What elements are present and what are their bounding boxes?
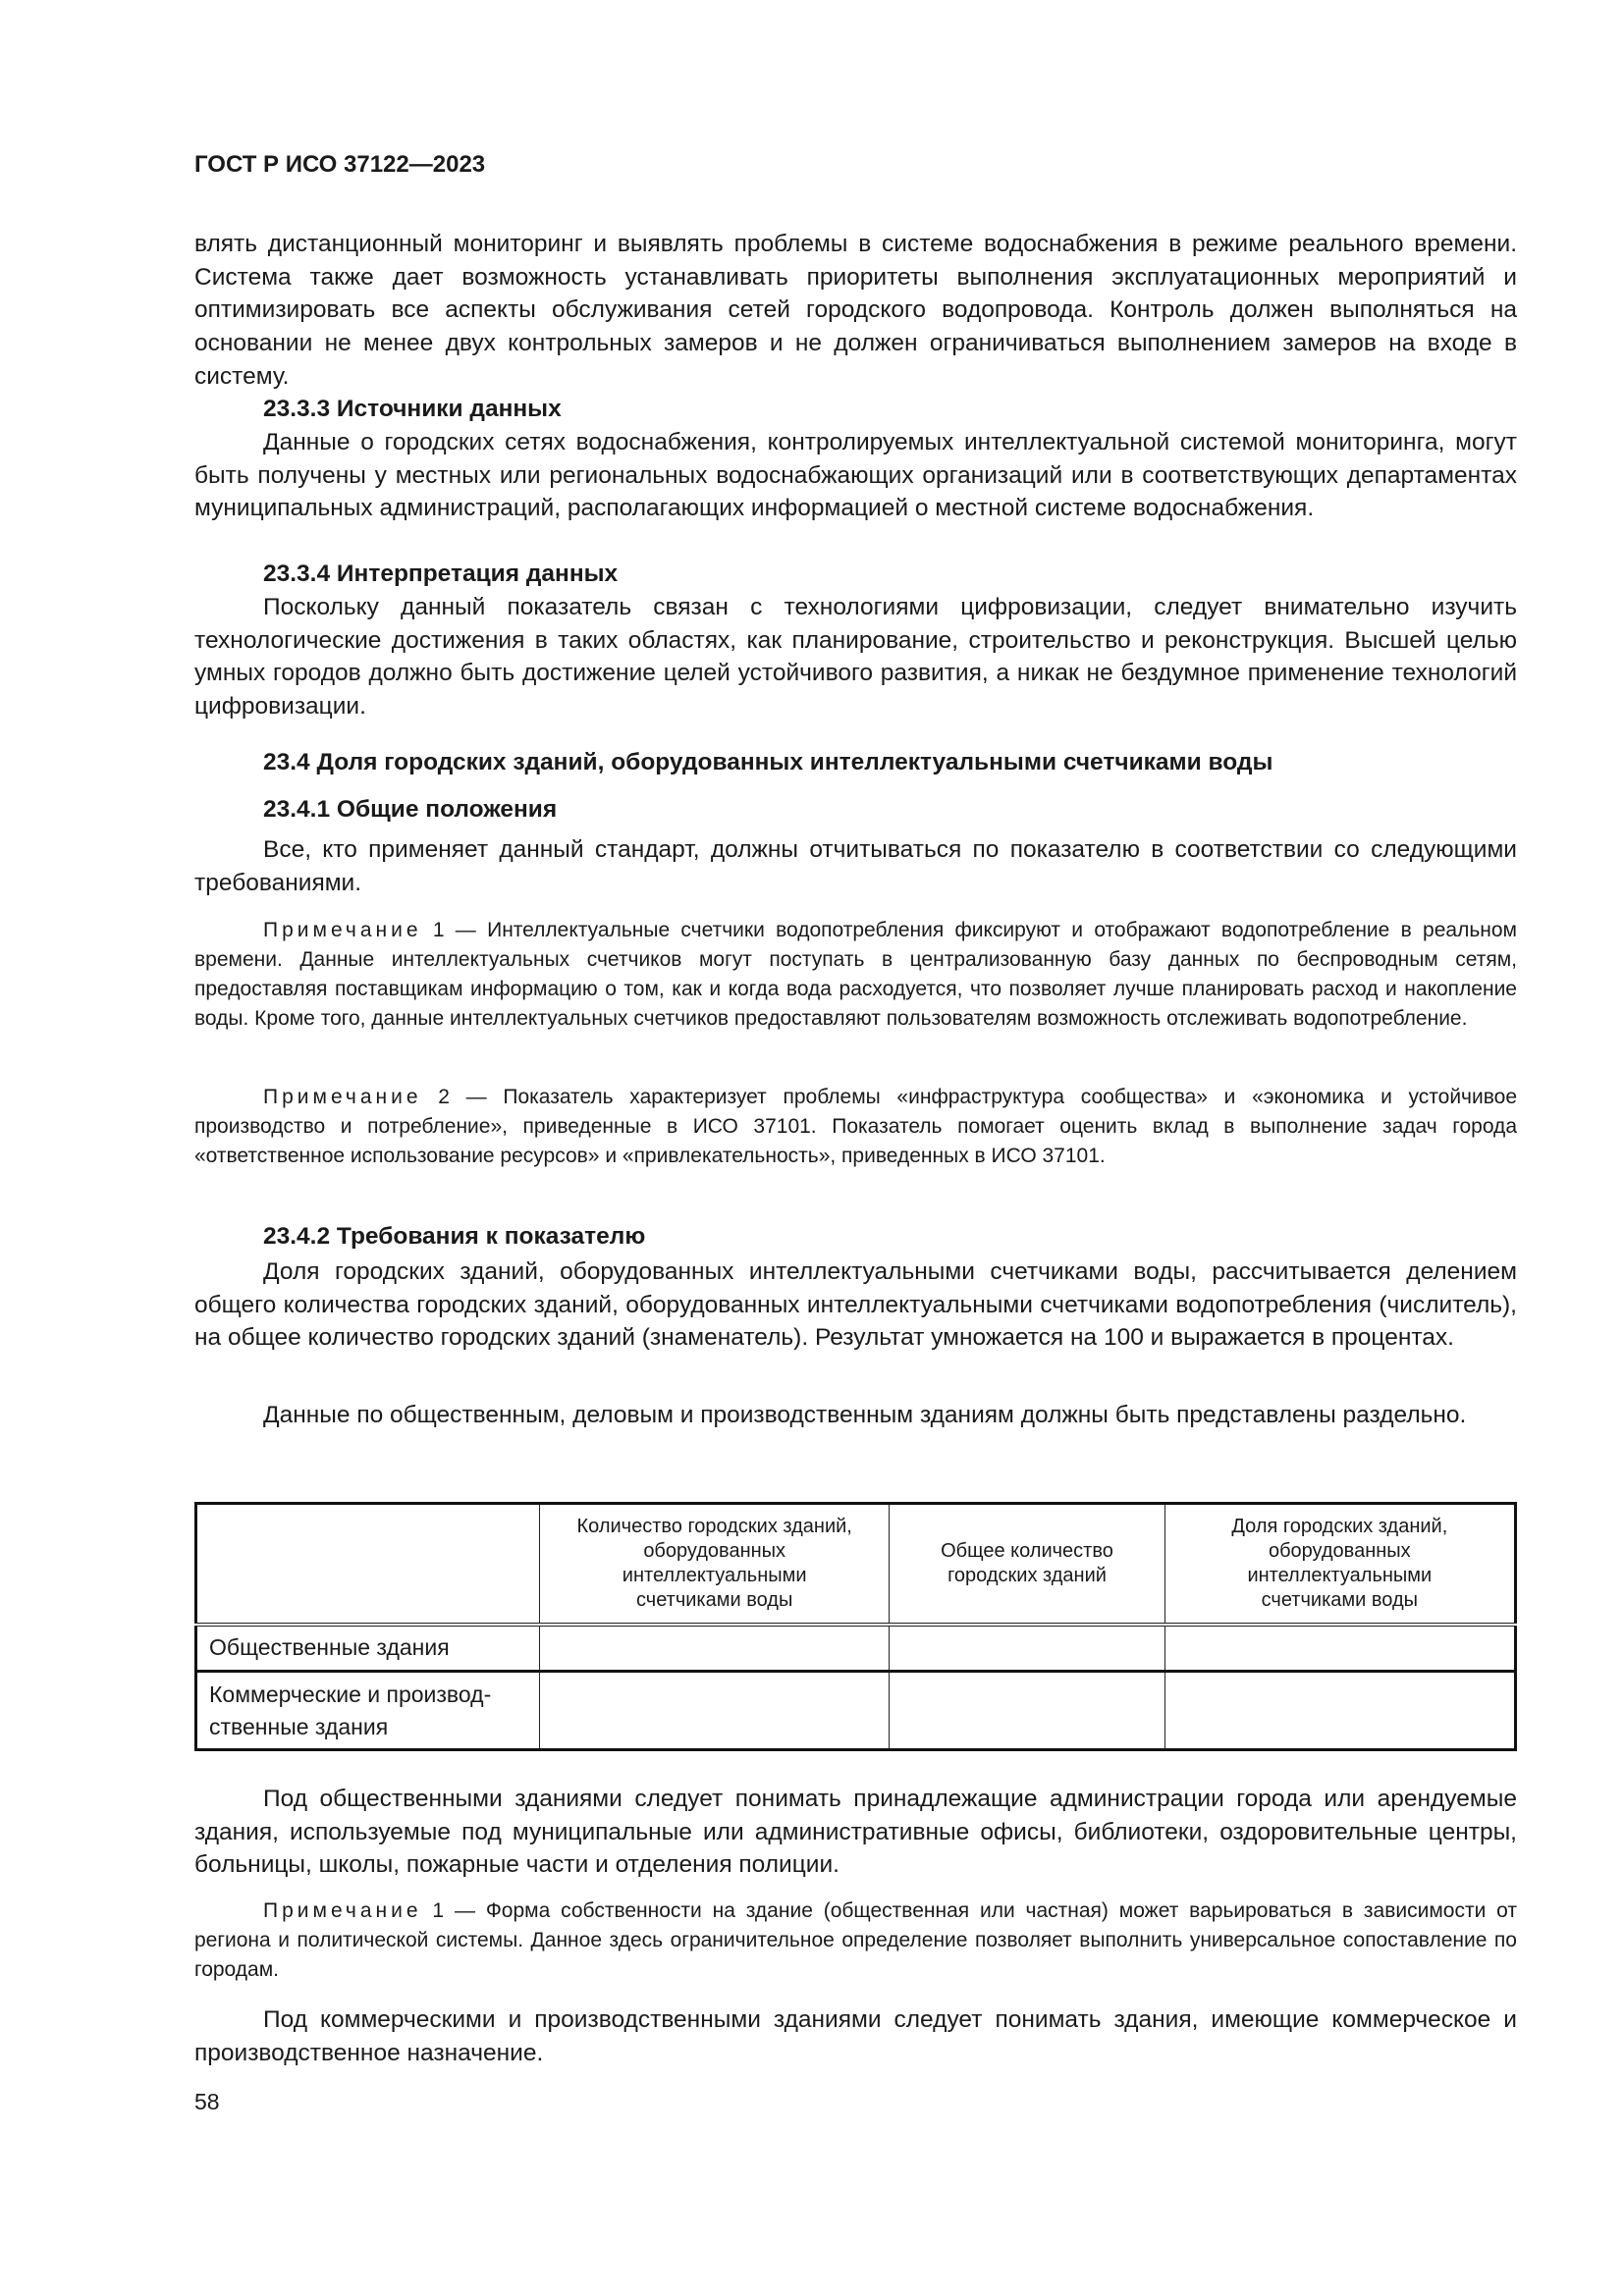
table-cell bbox=[540, 1625, 890, 1672]
note-number: 1 — bbox=[421, 1899, 486, 1922]
page-number: 58 bbox=[194, 2089, 220, 2114]
section-heading-23-4: 23.4 Доля городских зданий, оборудованных интеллектуальными счетчиками воды bbox=[263, 749, 1273, 775]
table-cell bbox=[1164, 1672, 1515, 1750]
row-label: Общественные здания bbox=[196, 1625, 540, 1672]
paragraph: Данные по общественным, деловым и производственным зданиям должны быть представлены раздельно. bbox=[263, 1402, 1467, 1428]
table-cell bbox=[890, 1625, 1164, 1672]
note-1 bbox=[194, 916, 1517, 1034]
note-label: Примечание bbox=[263, 1086, 422, 1108]
paragraph: Доля городских зданий, оборудованных интеллектуальными счетчиками воды, рассчитывается делением общего количества городских зданий, оборудованных интеллектуальными счетчиками водопотребления (числитель), на общее количество городских зданий (знаменатель). Результат умножается на 100 и выражается в процентах. bbox=[194, 1258, 1517, 1352]
paragraph: Под общественными зданиями следует понимать принадлежащие администрации города или арендуемые здания, используемые под муниципальные или административные офисы, библиотеки, оздоровительные центры, больницы, школы, пожарные части и отделения полиции. bbox=[194, 1786, 1517, 1879]
row-label: Коммерческие и производ-ственные здания bbox=[196, 1672, 540, 1750]
table-row bbox=[196, 1625, 1516, 1672]
note-1-buildings bbox=[194, 1896, 1517, 1985]
table-header-cell: Доля городских зданий, оборудованных интеллектуальными счетчиками воды bbox=[1164, 1504, 1515, 1625]
document-header: ГОСТ Р ИСО 37122—2023 bbox=[194, 151, 486, 178]
paragraph: Данные о городских сетях водоснабжения, контролируемых интеллектуальной системой мониторинга, могут быть получены у местных или региональных водоснабжающих организаций или в соответствующих департаментах муниципальных администраций, располагающих информацией о местной системе водоснабжения. bbox=[194, 429, 1517, 522]
section-heading-23-3-3: 23.3.3 Источники данных bbox=[263, 396, 562, 422]
section-heading-23-4-2: 23.4.2 Требования к показателю bbox=[263, 1223, 646, 1250]
table-header-cell: Общее количество городских зданий bbox=[890, 1504, 1164, 1625]
table-header-cell: Количество городских зданий, оборудованных интеллектуальными счетчиками воды bbox=[540, 1504, 890, 1625]
note-2 bbox=[194, 1083, 1517, 1171]
note-text: Форма собственности на здание (общественная или частная) может варьироваться в зависимости от региона и политической системы. Данное здесь ограничительное определение позволяет выполнить универсальное сопоставление по городам. bbox=[194, 1899, 1518, 1981]
table-cell bbox=[1164, 1625, 1515, 1672]
paragraph: Все, кто применяет данный стандарт, должны отчитываться по показателю в соответствии со следующими требованиями. bbox=[194, 836, 1517, 896]
paragraph: влять дистанционный мониторинг и выявлять проблемы в системе водоснабжения в режиме реального времени. Система также дает возможность устанавливать приоритеты выполнения эксплуатационных мероприятий и оптимизировать все аспекты обслуживания сетей городского водопровода. Контроль должен выполняться на основании не менее двух контрольных замеров и не должен ограничиваться выполнением замеров на входе в систему. bbox=[194, 231, 1517, 390]
note-label: Примечание bbox=[263, 919, 422, 941]
paragraph: Под коммерческими и производственными зданиями следует понимать здания, имеющие коммерческое и производственное назначение. bbox=[194, 2006, 1517, 2066]
indicator-table-container bbox=[194, 1502, 1517, 1751]
table-header-row bbox=[196, 1504, 1516, 1625]
note-text: Показатель характеризует проблемы «инфраструктура сообщества» и «экономика и устойчивое производство и потребление», приведенные в ИСО 37101. Показатель помогает оценить вклад в выполнение задач города «ответственное использование ресурсов» и «привлекательность», приведенных в ИСО 37101. bbox=[194, 1086, 1518, 1167]
indicator-table bbox=[194, 1502, 1517, 1751]
paragraph: Поскольку данный показатель связан с технологиями цифровизации, следует внимательно изучить технологические достижения в таких областях, как планирование, строительство и реконструкция. Высшей целью умных городов должно быть достижение целей устойчивого развития, а никак не бездумное применение технологий цифровизации. bbox=[194, 594, 1517, 721]
table-header-cell bbox=[196, 1504, 540, 1625]
table-row bbox=[196, 1672, 1516, 1750]
note-text: Интеллектуальные счетчики водопотребления фиксируют и отображают водопотребление в реальном времени. Данные интеллектуальных счетчиков могут поступать в централизованную базу данных по беспроводным сетям, предоставляя поставщикам информацию о том, как и когда вода расходуется, что позволяет лучше планировать расход и накопление воды. Кроме того, данные интеллектуальных счетчиков предоставляют пользователям возможность отслеживать водопотребление. bbox=[194, 919, 1517, 1030]
table-cell bbox=[890, 1672, 1164, 1750]
table-cell bbox=[540, 1672, 890, 1750]
section-heading-23-3-4: 23.3.4 Интерпретация данных bbox=[263, 561, 619, 587]
note-label: Примечание bbox=[263, 1899, 422, 1922]
section-heading-23-4-1: 23.4.1 Общие положения bbox=[263, 796, 558, 823]
note-number: 1 — bbox=[421, 919, 488, 941]
note-number: 2 — bbox=[421, 1086, 504, 1108]
